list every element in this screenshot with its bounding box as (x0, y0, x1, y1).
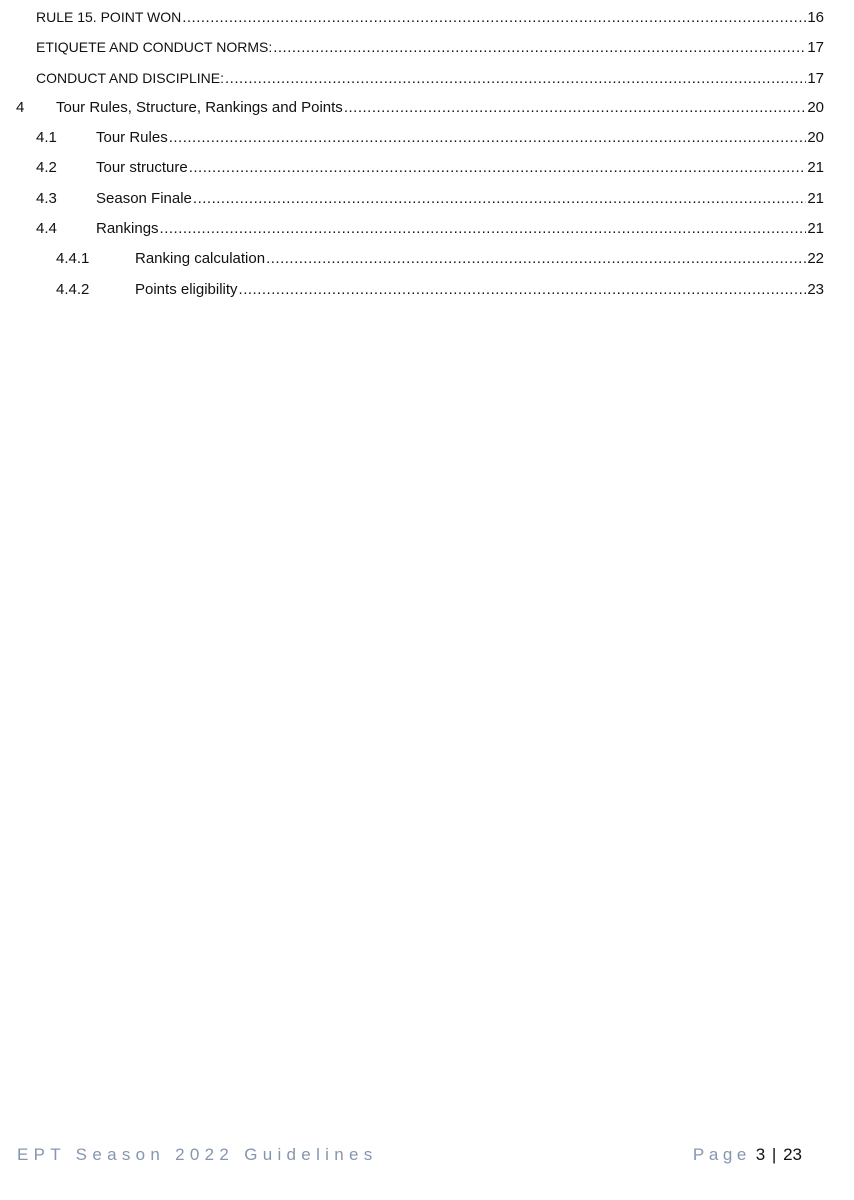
toc-dot-leader (182, 8, 806, 28)
toc-entry-section-4-4-1[interactable] (0, 246, 854, 276)
toc-entry-number: 4.2 (36, 159, 57, 177)
table-of-contents (0, 4, 854, 307)
footer-total-pages: 23 (783, 1145, 802, 1164)
toc-dot-leader (239, 280, 807, 300)
toc-entry-page: 21 (807, 189, 824, 207)
page-footer (17, 1143, 802, 1167)
toc-entry-title: ETIQUETE AND CONDUCT NORMS: (36, 39, 273, 56)
toc-entry-title: Ranking calculation (135, 250, 266, 268)
toc-entry-section-4-4-2[interactable] (0, 277, 854, 307)
toc-entry-etiquete[interactable] (0, 34, 854, 64)
toc-dot-leader (273, 38, 806, 58)
toc-dot-leader (225, 69, 806, 89)
toc-dot-leader (169, 128, 807, 148)
toc-entry-page: 20 (807, 129, 824, 147)
toc-dot-leader (344, 98, 807, 118)
toc-dot-leader (266, 249, 806, 269)
toc-entry-title: Rankings (96, 220, 159, 238)
toc-entry-conduct[interactable] (0, 65, 854, 95)
toc-entry-title: RULE 15. POINT WON (36, 9, 182, 25)
footer-document-title: EPT Season 2022 Guidelines (17, 1145, 378, 1164)
toc-entry-page: 23 (807, 280, 824, 298)
toc-entry-title: Season Finale (96, 189, 192, 207)
toc-entry-title: Points eligibility (135, 280, 238, 298)
toc-entry-page: 17 (807, 69, 824, 87)
toc-entry-page: 21 (807, 220, 824, 238)
toc-entry-rule-15[interactable] (0, 4, 854, 34)
toc-entry-number: 4.4.1 (56, 250, 90, 268)
toc-entry-section-4-3[interactable] (0, 186, 854, 216)
footer-page-number: 3 (755, 1145, 766, 1164)
toc-entry-page: 16 (807, 9, 824, 26)
toc-entry-section-4-1[interactable] (0, 125, 854, 155)
toc-entry-page: 21 (807, 159, 824, 177)
toc-entry-title: CONDUCT AND DISCIPLINE: (36, 69, 224, 86)
toc-entry-page: 17 (807, 39, 824, 57)
toc-entry-title: Tour Rules, Structure, Rankings and Points (56, 98, 343, 116)
toc-entry-section-4[interactable] (0, 95, 854, 125)
toc-entry-number: 4.3 (36, 189, 57, 207)
footer-page-label: Page (692, 1145, 751, 1164)
footer-page-separator: | (771, 1145, 777, 1164)
toc-entry-number: 4.4 (36, 220, 57, 238)
footer-page-indicator (693, 1143, 802, 1167)
toc-entry-section-4-4[interactable] (0, 216, 854, 246)
toc-dot-leader (160, 219, 807, 239)
toc-dot-leader (193, 189, 806, 209)
toc-entry-section-4-2[interactable] (0, 155, 854, 185)
toc-entry-number: 4.1 (36, 129, 57, 147)
toc-entry-page: 22 (807, 250, 824, 268)
toc-entry-title: Tour structure (96, 159, 188, 177)
toc-entry-number: 4.4.2 (56, 280, 90, 298)
toc-entry-page: 20 (807, 98, 824, 116)
toc-entry-title: Tour Rules (96, 129, 168, 147)
toc-dot-leader (189, 158, 807, 178)
toc-entry-number: 4 (16, 98, 25, 116)
